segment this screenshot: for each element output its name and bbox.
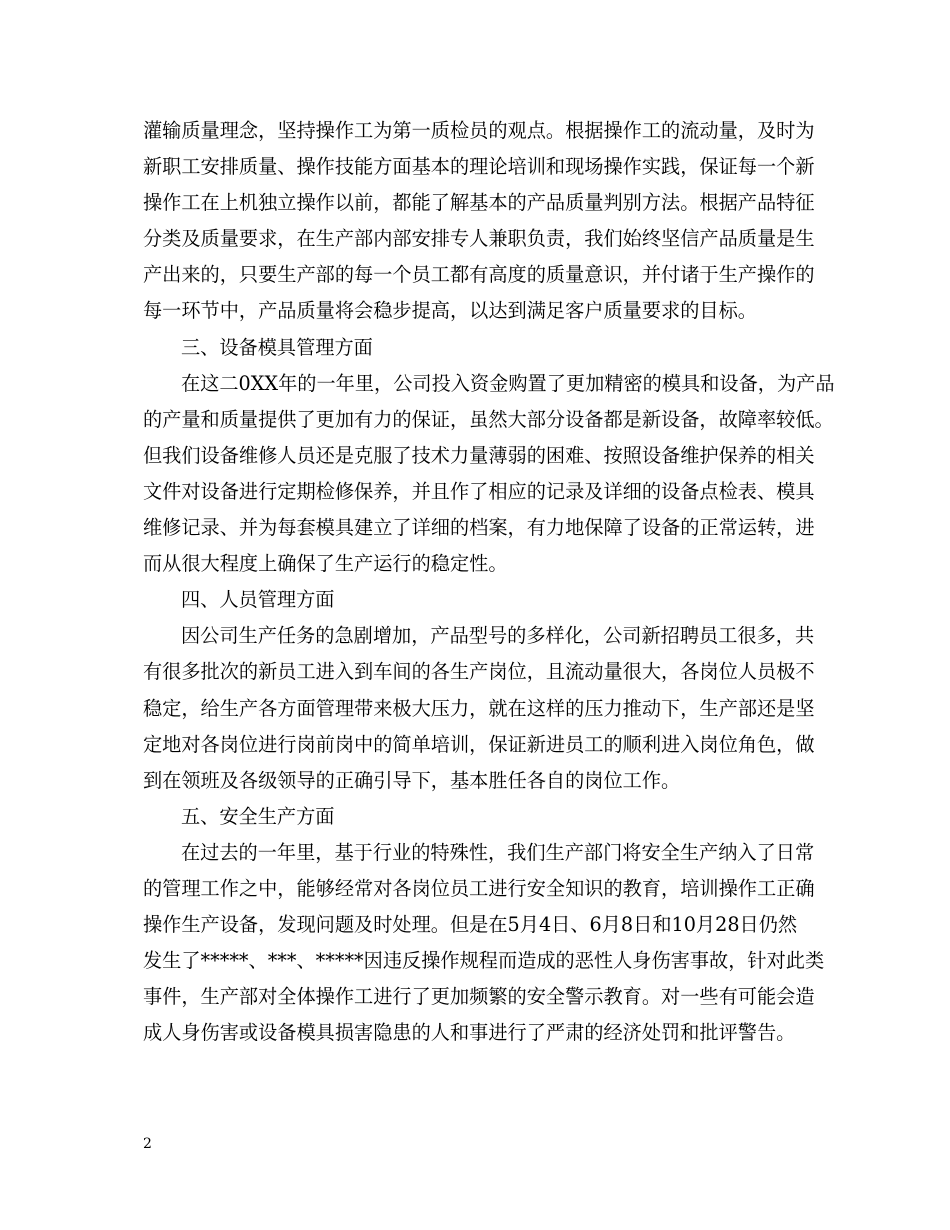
text-line: 有很多批次的新员工进入到车间的各生产岗位，且流动量很大，各岗位人员极不 bbox=[143, 660, 815, 684]
text-line: 在过去的一年里，基于行业的特殊性，我们生产部门将安全生产纳入了日常 bbox=[181, 840, 815, 864]
page-number: 2 bbox=[143, 1136, 152, 1152]
text-line: 的管理工作之中，能够经常对各岗位员工进行安全知识的教育，培训操作工正确 bbox=[143, 876, 815, 900]
text-line: 定地对各岗位进行岗前岗中的简单培训，保证新进员工的顺利进入岗位角色，做 bbox=[143, 732, 815, 756]
section-heading-equipment: 三、设备模具管理方面 bbox=[181, 335, 373, 359]
text-line: 但我们设备维修人员还是克服了技术力量薄弱的困难、按照设备维护保养的相关 bbox=[143, 443, 815, 467]
text-line: 分类及质量要求，在生产部内部安排专人兼职负责，我们始终坚信产品质量是生 bbox=[143, 227, 815, 251]
text-line: 产出来的，只要生产部的每一个员工都有高度的质量意识，并付诸于生产操作的 bbox=[143, 263, 815, 287]
text-line: 事件，生产部对全体操作工进行了更加频繁的安全警示教育。对一些有可能会造 bbox=[143, 985, 815, 1009]
text-line: 的产量和质量提供了更加有力的保证，虽然大部分设备都是新设备，故障率较低。 bbox=[143, 407, 834, 431]
body-text bbox=[143, 113, 835, 1051]
text-line: 新职工安排质量、操作技能方面基本的理论培训和现场操作实践，保证每一个新 bbox=[143, 155, 815, 179]
text-line: 操作工在上机独立操作以前，都能了解基本的产品质量判别方法。根据产品特征 bbox=[143, 191, 815, 215]
text-line: 维修记录、并为每套模具建立了详细的档案，有力地保障了设备的正常运转，进 bbox=[143, 516, 815, 540]
text-line: 每一环节中，产品质量将会稳步提高，以达到满足客户质量要求的目标。 bbox=[143, 299, 757, 323]
section-heading-safety: 五、安全生产方面 bbox=[181, 804, 335, 828]
section-heading-personnel: 四、人员管理方面 bbox=[181, 588, 335, 612]
text-line: 而从很大程度上确保了生产运行的稳定性。 bbox=[143, 552, 508, 576]
text-line: 发生了*****、***、*****因违反操作规程而造成的恶性人身伤害事故，针对此类 bbox=[143, 949, 825, 973]
text-line: 到在领班及各级领导的正确引导下，基本胜任各自的岗位工作。 bbox=[143, 768, 681, 792]
text-line: 因公司生产任务的急剧增加，产品型号的多样化，公司新招聘员工很多，共 bbox=[181, 624, 815, 648]
text-line: 操作生产设备，发现问题及时处理。但是在5月4日、6月8日和10月28日仍然 bbox=[143, 913, 798, 937]
text-line: 灌输质量理念，坚持操作工为第一质检员的观点。根据操作工的流动量，及时为 bbox=[143, 119, 815, 142]
text-line: 稳定，给生产各方面管理带来极大压力，就在这样的压力推动下，生产部还是坚 bbox=[143, 696, 815, 720]
text-line: 成人身伤害或设备模具损害隐患的人和事进行了严肃的经济处罚和批评警告。 bbox=[143, 1021, 796, 1045]
text-line: 文件对设备进行定期检修保养，并且作了相应的记录及详细的设备点检表、模具 bbox=[143, 479, 815, 503]
text-line: 在这二0XX年的一年里，公司投入资金购置了更加精密的模具和设备，为产品 bbox=[181, 371, 835, 395]
